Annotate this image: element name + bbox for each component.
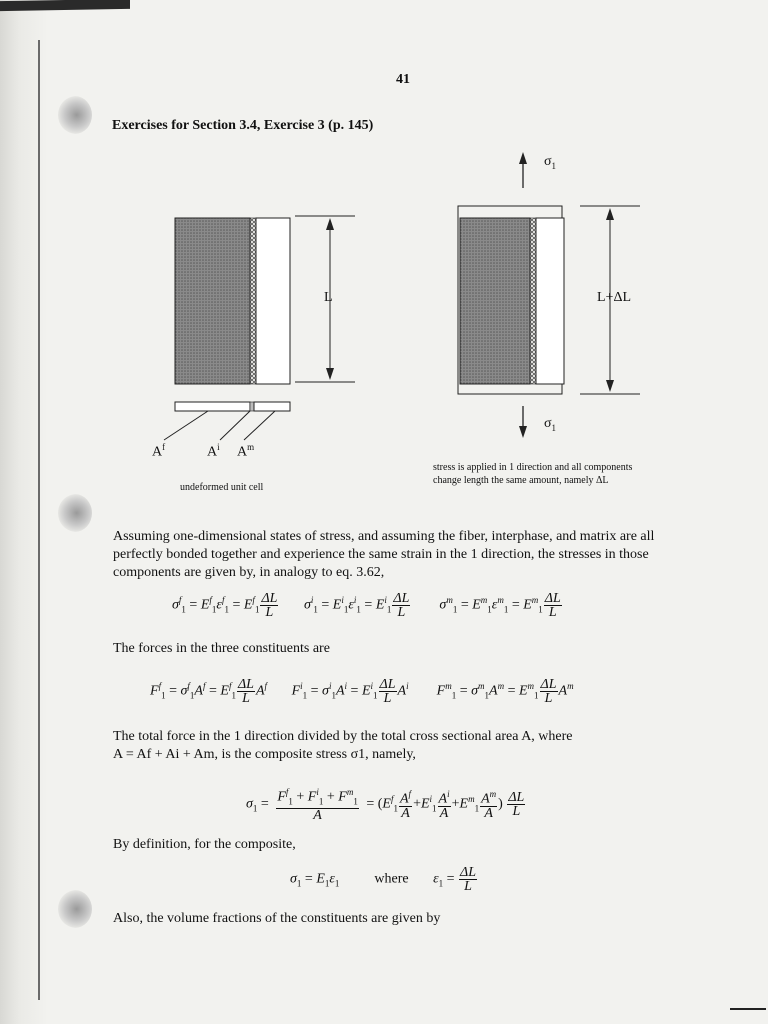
volume-fractions-intro: Also, the volume fractions of the constituents are given by: [113, 911, 441, 926]
definition-intro: By definition, for the composite,: [113, 837, 296, 852]
unit-cell-figure: [160, 148, 680, 488]
page-edge-line: [38, 40, 40, 1000]
scan-corner-mark-bottom: [730, 1008, 766, 1010]
stress-label-bottom: $\sigma_1$: [544, 416, 557, 433]
area-label-interphase: $A^i$: [207, 442, 220, 460]
equation-composite-stress: $\sigma_1$ = $\frac{F^f_1 + F^i_1 + F^m_1}{A}$ = ($E^f_1$ $\frac{A^f}{A}$ $+E^i_1$ $\frac{A^i}{A}$ $+E^m_1$ $\frac{A^m}{A}$ ) $\frac{\Delta L}{L}$: [246, 787, 525, 824]
dim-label-L-plus-dL: L+ΔL: [597, 290, 632, 305]
paragraph-total-force: The total force in the 1 direction divided by the total cross sectional area A, where A = Af + Ai + Am, is the composite stress σ1, namely,: [113, 729, 573, 762]
exercise-heading: Exercises for Section 3.4, Exercise 3 (p. 145): [112, 118, 374, 133]
where-label: where: [374, 871, 409, 887]
equation-stresses: $\sigma^f_1 = E^f_1\varepsilon^f_1 = E^f_1$ $\frac{\Delta L}{L}$ $\sigma^i_1 = E^i_1\varepsilon^i_1 = E^i_1$ $\frac{\Delta L}{L}$ $\sigma^m_1 = E^m_1\varepsilon^m_1 = E^m_1$ $\frac{\Delta L}{L}$: [172, 591, 561, 620]
punch-hole-icon: [58, 494, 92, 532]
undeformed-cell: [175, 218, 290, 384]
caption-right-line2: change length the same amount, namely ΔL: [433, 475, 609, 486]
paragraph-assumptions: Assuming one-dimensional states of stress, and assuming the fiber, interphase, and matrix are all perfectly bonded together and experience the same strain in the 1 direction, the stresses in those components are given by, in analogy to eq. 3.62,: [113, 529, 655, 580]
caption-right-line1: stress is applied in 1 direction and all components: [433, 462, 633, 473]
scan-corner-mark: [0, 0, 130, 11]
dim-label-L: L: [324, 290, 333, 305]
punch-hole-icon: [58, 890, 92, 928]
deformed-cell: [458, 206, 564, 394]
caption-left: undeformed unit cell: [180, 482, 264, 493]
forces-intro: The forces in the three constituents are: [113, 641, 330, 656]
stress-label-top: $\sigma_1$: [544, 154, 557, 171]
equation-definition: $\sigma_1 = E_1\varepsilon_1$ where $\varepsilon_1$ = $\frac{\Delta L}{L}$: [290, 865, 477, 894]
equation-forces: $F^f_1 = \sigma^f_1A^f = E^f_1$ $\frac{\Delta L}{L}$ $A^f$ $F^i_1 = \sigma^i_1A^i = E^i_1$ $\frac{\Delta L}{L}$ $A^i$ $F^m_1 = \sigma^m_1A^m = E^m_1$ $\frac{\Delta L}{L}$ $A^m$: [150, 677, 574, 706]
punch-hole-icon: [58, 96, 92, 134]
page-binding-shadow: [0, 0, 48, 1024]
area-label-fiber: $A^f$: [152, 442, 166, 460]
area-label-matrix: $A^m$: [237, 442, 255, 460]
page-number: 41: [396, 72, 410, 87]
